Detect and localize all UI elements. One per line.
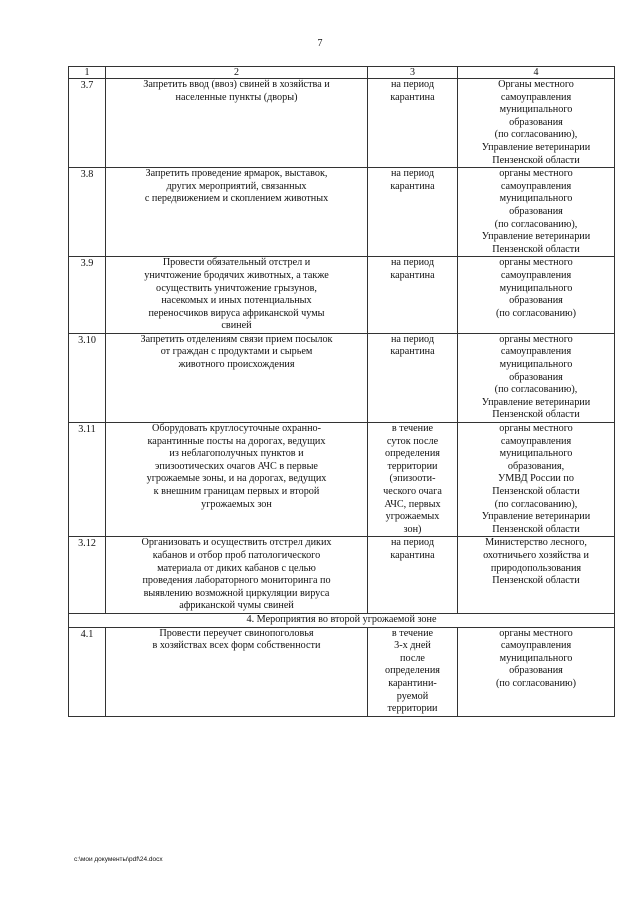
table-row: [69, 168, 615, 257]
row-responsible: органы местного самоуправления муниципального образования (по согласованию), Управление ветеринарии Пензенской области: [458, 333, 615, 422]
table-row: [69, 79, 615, 168]
row-responsible: органы местного самоуправления муниципального образования, УМВД России по Пензенской области (по согласованию), Управление ветеринарии Пензенской области: [458, 423, 615, 537]
table-row: [69, 537, 615, 614]
row-number: 3.9: [69, 257, 106, 334]
row-period: в течение 3-х дней после определения карантини- руемой территории: [368, 627, 458, 716]
section-heading-row: [69, 613, 615, 627]
footer-file-path: c:\мои документы\pdf\24.docx: [74, 856, 163, 863]
row-responsible: органы местного самоуправления муниципального образования (по согласованию), Управление ветеринарии Пензенской области: [458, 168, 615, 257]
table-row: [69, 627, 615, 716]
header-cell-4: 4: [458, 67, 615, 79]
row-responsible: Органы местного самоуправления муниципального образования (по согласованию), Управление ветеринарии Пензенской области: [458, 79, 615, 168]
row-action: Запретить отделениям связи прием посылок от граждан с продуктами и сырьем животного происхождения: [106, 333, 368, 422]
row-action: Оборудовать круглосуточные охранно- карантинные посты на дорогах, ведущих из неблагополучных пунктов и эпизоотических очагов АЧС в первые угрожаемые зоны, и на дорогах, ведущих к внешним границам первых и второй угрожаемых зон: [106, 423, 368, 537]
row-number: 3.12: [69, 537, 106, 614]
header-cell-3: 3: [368, 67, 458, 79]
section-title: 4. Мероприятия во второй угрожаемой зоне: [69, 613, 615, 627]
row-period: на период карантина: [368, 537, 458, 614]
header-cell-1: 1: [69, 67, 106, 79]
row-action: Запретить ввод (ввоз) свиней в хозяйства и населенные пункты (дворы): [106, 79, 368, 168]
table-row: [69, 423, 615, 537]
table-row: [69, 257, 615, 334]
row-period: на период карантина: [368, 168, 458, 257]
row-responsible: Министерство лесного, охотничьего хозяйства и природопользования Пензенской области: [458, 537, 615, 614]
header-cell-2: 2: [106, 67, 368, 79]
row-responsible: органы местного самоуправления муниципального образования (по согласованию): [458, 627, 615, 716]
row-period: на период карантина: [368, 333, 458, 422]
row-period: на период карантина: [368, 79, 458, 168]
row-number: 3.7: [69, 79, 106, 168]
row-responsible: органы местного самоуправления муниципального образования (по согласованию): [458, 257, 615, 334]
row-action: Провести переучет свинопоголовья в хозяйствах всех форм собственности: [106, 627, 368, 716]
row-number: 3.10: [69, 333, 106, 422]
page-number: 7: [317, 38, 323, 49]
row-action: Запретить проведение ярмарок, выставок, других мероприятий, связанных с передвижением и скоплением животных: [106, 168, 368, 257]
row-period: в течение суток после определения территории (эпизооти- ческого очага АЧС, первых угрожаемых зон): [368, 423, 458, 537]
row-action: Организовать и осуществить отстрел диких кабанов и отбор проб патологического материала от диких кабанов с целью проведения лабораторного мониторинга по выявлению возможной циркуляции вируса африканской чумы свиней: [106, 537, 368, 614]
measures-table: [68, 66, 615, 717]
table-header-row: [69, 67, 615, 79]
row-number: 3.8: [69, 168, 106, 257]
row-number: 4.1: [69, 627, 106, 716]
row-action: Провести обязательный отстрел и уничтожение бродячих животных, а также осуществить уничтожение грызунов, насекомых и иных потенциальных переносчиков вируса африканской чумы свиней: [106, 257, 368, 334]
row-period: на период карантина: [368, 257, 458, 334]
table-row: [69, 333, 615, 422]
row-number: 3.11: [69, 423, 106, 537]
